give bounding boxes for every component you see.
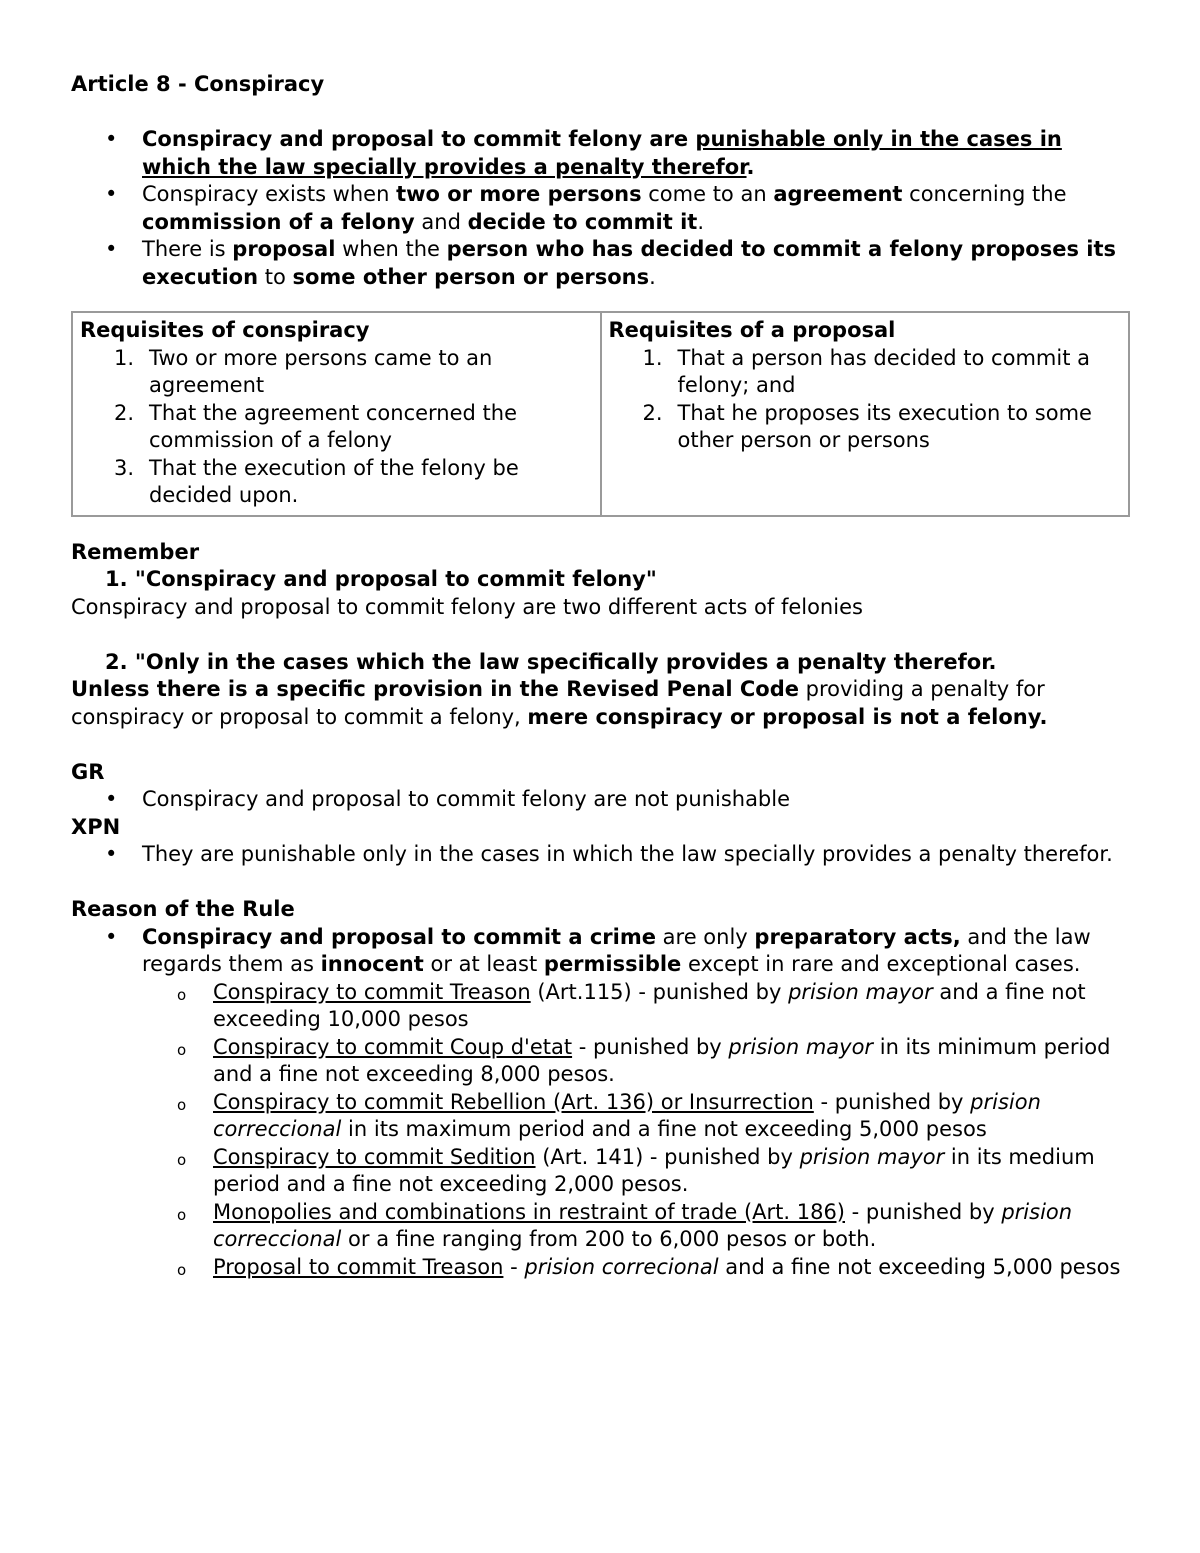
requisites-proposal-heading: Requisites of a proposal [608,318,896,342]
requisites-table [71,311,1130,517]
list-item: 3. That the execution of the felony be decided upon. [114,455,519,507]
intro-bullet-punishable: • Conspiracy and proposal to commit felony are punishable only in the cases in which the law specially provides a penalty therefor. [71,126,1131,181]
reason-heading: Reason of the Rule [71,897,295,921]
list-item: 1. That a person has decided to commit a felony; and [642,345,1090,397]
requisites-conspiracy-cell [72,312,601,516]
list-item: o Proposal to commit Treason - prision correcional and a fine not exceeding 5,000 pesos [142,1254,1131,1282]
gr-heading: GR [71,759,105,784]
list-item: o Conspiracy to commit Treason (Art.115) - punished by prision mayor and a fine not exceeding 10,000 pesos [142,979,1131,1034]
requisites-proposal-cell [601,312,1130,516]
list-item: • Conspiracy and proposal to commit felony are not punishable [71,786,1131,814]
remember-paragraph: Unless there is a specific provision in the Revised Penal Code providing a penalty for conspiracy or proposal to commit a felony, mere conspiracy or proposal is not a felony. [71,677,1048,729]
article-title: Article 8 - Conspiracy [71,72,325,96]
list-item: o Conspiracy to commit Sedition (Art. 141) - punished by prision mayor in its medium period and a fine not exceeding 2,000 pesos. [142,1144,1131,1199]
list-item: o Conspiracy to commit Rebellion (Art. 136) or Insurrection - punished by prision correccional in its maximum period and a fine not exceeding 5,000 pesos [142,1089,1131,1144]
document-page [71,71,1131,1281]
list-item: o Conspiracy to commit Coup d'etat - punished by prision mayor in its minimum period and a fine not exceeding 8,000 pesos. [142,1034,1131,1089]
reason-list [71,924,1131,1282]
remember-item-2: 2. "Only in the cases which the law specifically provides a penalty therefor. [105,649,997,674]
list-item: 2. That he proposes its execution to some other person or persons [642,400,1092,452]
gr-list [71,786,1131,814]
xpn-list [71,841,1131,869]
remember-item-1-text: Conspiracy and proposal to commit felony are two different acts of felonies [71,594,863,619]
reason-bullet: • Conspiracy and proposal to commit a crime are only preparatory acts, and the law regards them as innocent or at least permissible except in rare and exceptional cases. o Conspiracy to commit Treason (Art.115) - punished by prision mayor and a fine not exceeding 10,000 pesos o Conspiracy to commit Coup d'etat - punished by prision mayor in its minimum period and a fine not exceeding 8,000 pesos. o Conspiracy to commit Rebellion (Art. 136) or Insurrection - punished by prision correccional in its maximum period and a fine not exceeding 5,000 pesos o Conspiracy to commit Sedition (Art. 141) - punished by prision mayor in its medium period and a fine not exceeding 2,000 pesos. o Monopolies and combinations in restraint of trade (Art. 186) - punished by prision correccional or a fine ranging from 200 to 6,000 pesos or both. o Proposal to commit Treason - prision correcional and a fine not exceeding 5,000 pesos [71,924,1131,1282]
xpn-heading: XPN [71,814,121,839]
intro-list [71,126,1131,291]
intro-bullet-conspiracy-definition: • Conspiracy exists when two or more persons come to an agreement concerning the commission of a felony and decide to commit it. [71,181,1131,236]
list-item: 1. Two or more persons came to an agreement [114,345,493,397]
requisites-conspiracy-list [80,345,593,510]
list-item: 2. That the agreement concerned the commission of a felony [114,400,517,452]
list-item: o Monopolies and combinations in restraint of trade (Art. 186) - punished by prision correccional or a fine ranging from 200 to 6,000 pesos or both. [142,1199,1131,1254]
remember-heading: Remember [71,539,200,564]
intro-bullet-proposal-definition: • There is proposal when the person who has decided to commit a felony proposes its execution to some other person or persons. [71,236,1131,291]
requisites-proposal-list [609,345,1122,455]
reason-sublist [142,979,1131,1282]
list-item: • They are punishable only in the cases in which the law specially provides a penalty therefor. [71,841,1131,869]
remember-item-1: 1. "Conspiracy and proposal to commit felony" [105,567,657,591]
requisites-conspiracy-heading: Requisites of conspiracy [80,318,370,342]
